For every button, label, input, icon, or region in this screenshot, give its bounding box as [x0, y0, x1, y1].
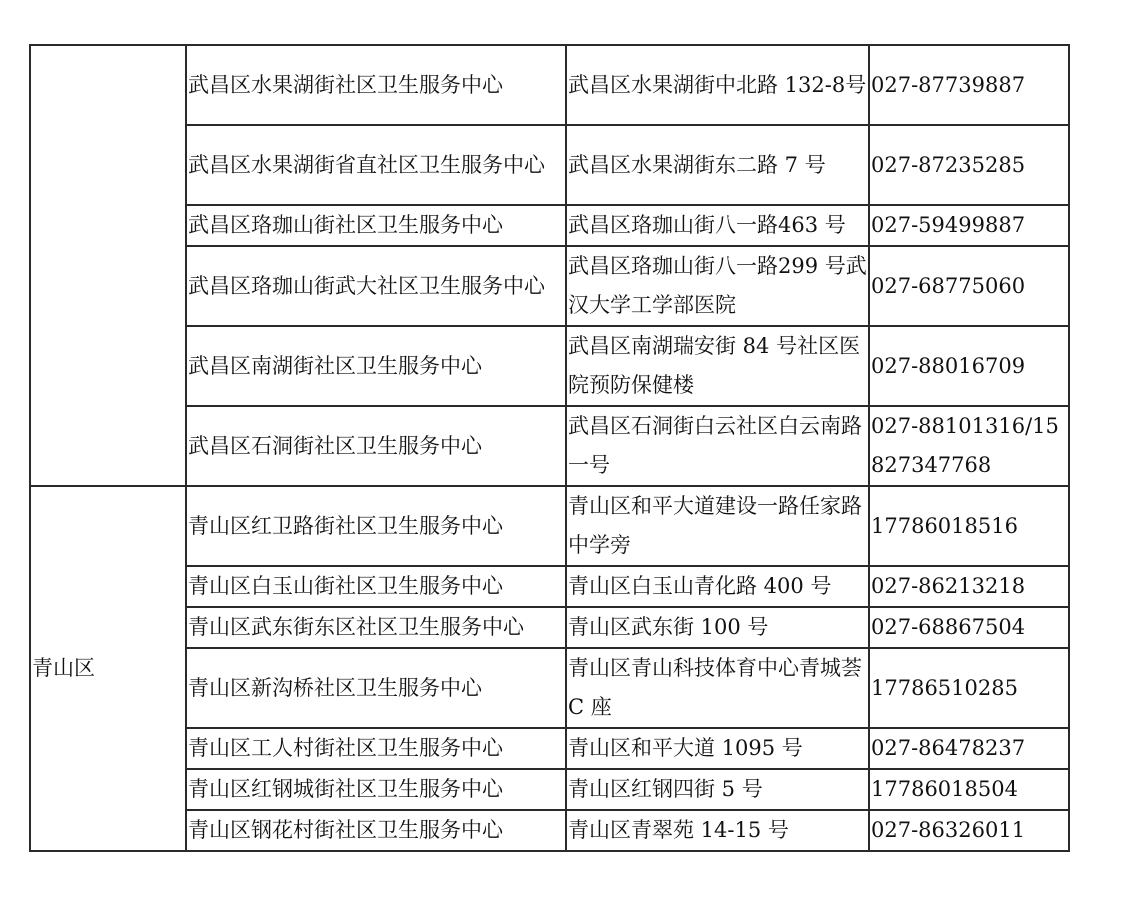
table-row: [30, 45, 1069, 125]
phone-cell: 027-86478237: [869, 728, 1069, 769]
center-name-cell: 武昌区水果湖街省直社区卫生服务中心: [186, 125, 566, 205]
table-row: [30, 406, 1069, 486]
table-row: [30, 607, 1069, 648]
address-cell: 青山区红钢四街 5 号: [566, 769, 869, 810]
center-name-cell: 青山区红钢城街社区卫生服务中心: [186, 769, 566, 810]
center-name-cell: 青山区武东街东区社区卫生服务中心: [186, 607, 566, 648]
phone-cell: 17786018516: [869, 486, 1069, 566]
address-cell: 青山区白玉山青化路 400 号: [566, 566, 869, 607]
table-row: [30, 728, 1069, 769]
address-cell: 青山区青山科技体育中心青城荟 C 座: [566, 648, 869, 728]
phone-cell: 17786018504: [869, 769, 1069, 810]
health-center-table: [29, 44, 1070, 852]
address-cell: 武昌区石洞街白云社区白云南路一号: [566, 406, 869, 486]
phone-cell: 027-87235285: [869, 125, 1069, 205]
phone-cell: 027-68775060: [869, 246, 1069, 326]
district-cell: 青山区: [30, 486, 186, 851]
table-row: [30, 246, 1069, 326]
address-cell: 武昌区南湖瑞安街 84 号社区医院预防保健楼: [566, 326, 869, 406]
center-name-cell: 武昌区南湖街社区卫生服务中心: [186, 326, 566, 406]
phone-cell: 027-88101316/15827347768: [869, 406, 1069, 486]
address-cell: 青山区青翠苑 14-15 号: [566, 810, 869, 851]
phone-cell: 027-86326011: [869, 810, 1069, 851]
address-cell: 青山区和平大道 1095 号: [566, 728, 869, 769]
table-row: [30, 810, 1069, 851]
address-cell: 武昌区珞珈山街八一路299 号武汉大学工学部医院: [566, 246, 869, 326]
table-row: [30, 648, 1069, 728]
address-cell: 武昌区水果湖街东二路 7 号: [566, 125, 869, 205]
phone-cell: 027-88016709: [869, 326, 1069, 406]
center-name-cell: 武昌区石洞街社区卫生服务中心: [186, 406, 566, 486]
table-row: [30, 205, 1069, 246]
address-cell: 青山区和平大道建设一路任家路中学旁: [566, 486, 869, 566]
center-name-cell: 青山区钢花村街社区卫生服务中心: [186, 810, 566, 851]
center-name-cell: 青山区红卫路街社区卫生服务中心: [186, 486, 566, 566]
phone-cell: 027-86213218: [869, 566, 1069, 607]
district-cell: [30, 45, 186, 486]
table-row: [30, 769, 1069, 810]
phone-cell: 027-87739887: [869, 45, 1069, 125]
phone-cell: 027-59499887: [869, 205, 1069, 246]
center-name-cell: 青山区工人村街社区卫生服务中心: [186, 728, 566, 769]
address-cell: 青山区武东街 100 号: [566, 607, 869, 648]
table-row: [30, 566, 1069, 607]
table-row: [30, 125, 1069, 205]
center-name-cell: 武昌区珞珈山街社区卫生服务中心: [186, 205, 566, 246]
center-name-cell: 青山区白玉山街社区卫生服务中心: [186, 566, 566, 607]
address-cell: 武昌区珞珈山街八一路463 号: [566, 205, 869, 246]
center-name-cell: 武昌区珞珈山街武大社区卫生服务中心: [186, 246, 566, 326]
table-row: [30, 326, 1069, 406]
center-name-cell: 青山区新沟桥社区卫生服务中心: [186, 648, 566, 728]
phone-cell: 17786510285: [869, 648, 1069, 728]
phone-cell: 027-68867504: [869, 607, 1069, 648]
table-row: [30, 486, 1069, 566]
address-cell: 武昌区水果湖街中北路 132-8号: [566, 45, 869, 125]
center-name-cell: 武昌区水果湖街社区卫生服务中心: [186, 45, 566, 125]
